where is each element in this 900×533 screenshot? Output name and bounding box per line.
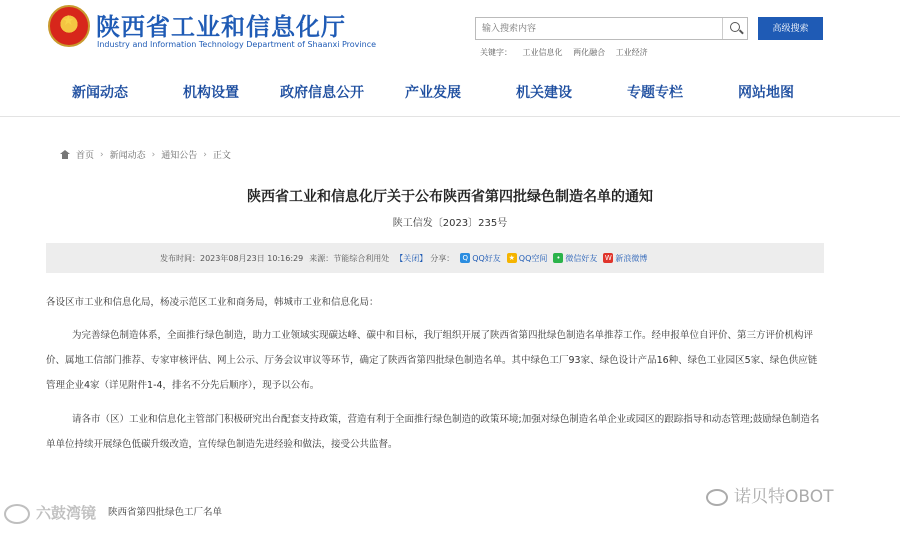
share-qzone-label: QQ空间 bbox=[518, 253, 548, 263]
article-paragraph: 请各市（区）工业和信息化主管部门积极研究出台配套支持政策，营造有利于全面推行绿色制造的政策环境;加强对绿色制造名单企业或园区的跟踪指导和动态管理;鼓励绿色制造名单单位持续开展绿色低碳升级改造，宣传绿色制造先进经验和做法，接受公共监督。 bbox=[46, 414, 820, 450]
breadcrumb-news[interactable]: 新闻动态 bbox=[109, 151, 146, 161]
qzone-icon: ★ bbox=[508, 254, 515, 262]
site-header bbox=[0, 0, 900, 70]
attachment-item[interactable]: 陕西省第四批绿色工厂名单 bbox=[108, 507, 223, 518]
breadcrumb-current: 正文 bbox=[212, 151, 231, 161]
keywords-row bbox=[480, 47, 656, 58]
article-meta-bar bbox=[46, 243, 824, 273]
breadcrumb-separator: › bbox=[100, 149, 104, 160]
share-weibo[interactable] bbox=[603, 253, 647, 264]
nav-item-organization[interactable]: 机构设置 bbox=[183, 85, 239, 101]
keyword-link[interactable]: 工业信息化 bbox=[522, 48, 563, 57]
nav-item-gov-info[interactable]: 政府信息公开 bbox=[280, 85, 364, 101]
search-box bbox=[475, 17, 748, 40]
share-weibo-label: 新浪微博 bbox=[615, 253, 648, 263]
breadcrumb-separator: › bbox=[151, 149, 156, 160]
breadcrumb bbox=[60, 148, 231, 161]
share-wechat-label: 微信好友 bbox=[565, 253, 598, 263]
site-subtitle: Industry and Information Technology Department of Shaanxi Province bbox=[97, 40, 377, 49]
nav-divider bbox=[0, 116, 900, 117]
watermark-right-text: 诺贝特OBOT bbox=[734, 487, 834, 507]
nav-item-topics[interactable]: 专题专栏 bbox=[627, 85, 683, 101]
watermark-left bbox=[4, 502, 96, 524]
site-title[interactable]: 陕西省工业和信息化厅 bbox=[96, 13, 346, 41]
weibo-icon: W bbox=[604, 254, 612, 262]
nav-item-industry[interactable]: 产业发展 bbox=[405, 85, 461, 101]
nav-item-news[interactable]: 新闻动态 bbox=[72, 85, 128, 101]
search-input[interactable] bbox=[476, 18, 721, 39]
publish-time: 2023年08月23日 10:16:29 bbox=[200, 253, 304, 263]
article-paragraph: 为完善绿色制造体系，全面推行绿色制造，助力工业领域实现碳达峰、碳中和目标，我厅组织开展了陕西省第四批绿色制造名单推荐工作。经申报单位自评价、第三方评价机构评价、属地工信部门推荐、专家审核评估、网上公示、厅务会议审议等环节，确定了陕西省第四批绿色制造名单。其中绿色工厂93家、绿色设计产品16种、绿色工业园区5家、绿色供应链管理企业4家（详见附件1-4，排名不分先后顺序），现予以公布。 bbox=[46, 330, 818, 391]
watermark-left-text: 六鼓湾镜 bbox=[36, 504, 97, 522]
wechat-watermark-icon bbox=[706, 489, 728, 506]
close-link[interactable]: 【关闭】 bbox=[395, 253, 428, 263]
article-title: 陕西省工业和信息化厅关于公布陕西省第四批绿色制造名单的通知 bbox=[247, 189, 653, 205]
watermark-right bbox=[706, 482, 834, 507]
nav-item-sitemap[interactable]: 网站地图 bbox=[738, 85, 794, 101]
qq-icon: Q bbox=[460, 253, 470, 263]
watermark-logo-icon bbox=[4, 504, 30, 524]
home-icon bbox=[60, 150, 70, 159]
article-salutation: 各设区市工业和信息化局，杨凌示范区工业和商务局，韩城市工业和信息化局： bbox=[46, 297, 379, 308]
advanced-search-button[interactable]: 高级搜索 bbox=[758, 17, 823, 40]
search-icon[interactable] bbox=[722, 18, 747, 39]
publish-label: 发布时间： bbox=[160, 253, 200, 263]
source-label: 来源： bbox=[309, 253, 334, 263]
nav-item-agency[interactable]: 机关建设 bbox=[516, 85, 572, 101]
keyword-link[interactable]: 两化融合 bbox=[573, 48, 606, 57]
national-emblem-icon bbox=[48, 5, 90, 47]
wechat-icon: • bbox=[553, 253, 563, 263]
breadcrumb-separator: › bbox=[203, 149, 207, 160]
share-label: 分享： bbox=[430, 253, 455, 263]
keywords-label: 关键字： bbox=[480, 48, 512, 57]
main-nav bbox=[0, 72, 900, 110]
breadcrumb-home[interactable]: 首页 bbox=[76, 151, 95, 161]
source-value: 节能综合利用处 bbox=[333, 253, 390, 263]
breadcrumb-notices[interactable]: 通知公告 bbox=[161, 151, 198, 161]
keyword-link[interactable]: 工业经济 bbox=[615, 48, 648, 57]
document-number: 陕工信发〔2023〕235号 bbox=[392, 218, 508, 229]
share-qzone[interactable] bbox=[507, 253, 548, 264]
share-wechat[interactable] bbox=[553, 253, 597, 264]
share-qq-friends[interactable] bbox=[460, 253, 501, 264]
share-qq-label: QQ好友 bbox=[472, 253, 501, 263]
